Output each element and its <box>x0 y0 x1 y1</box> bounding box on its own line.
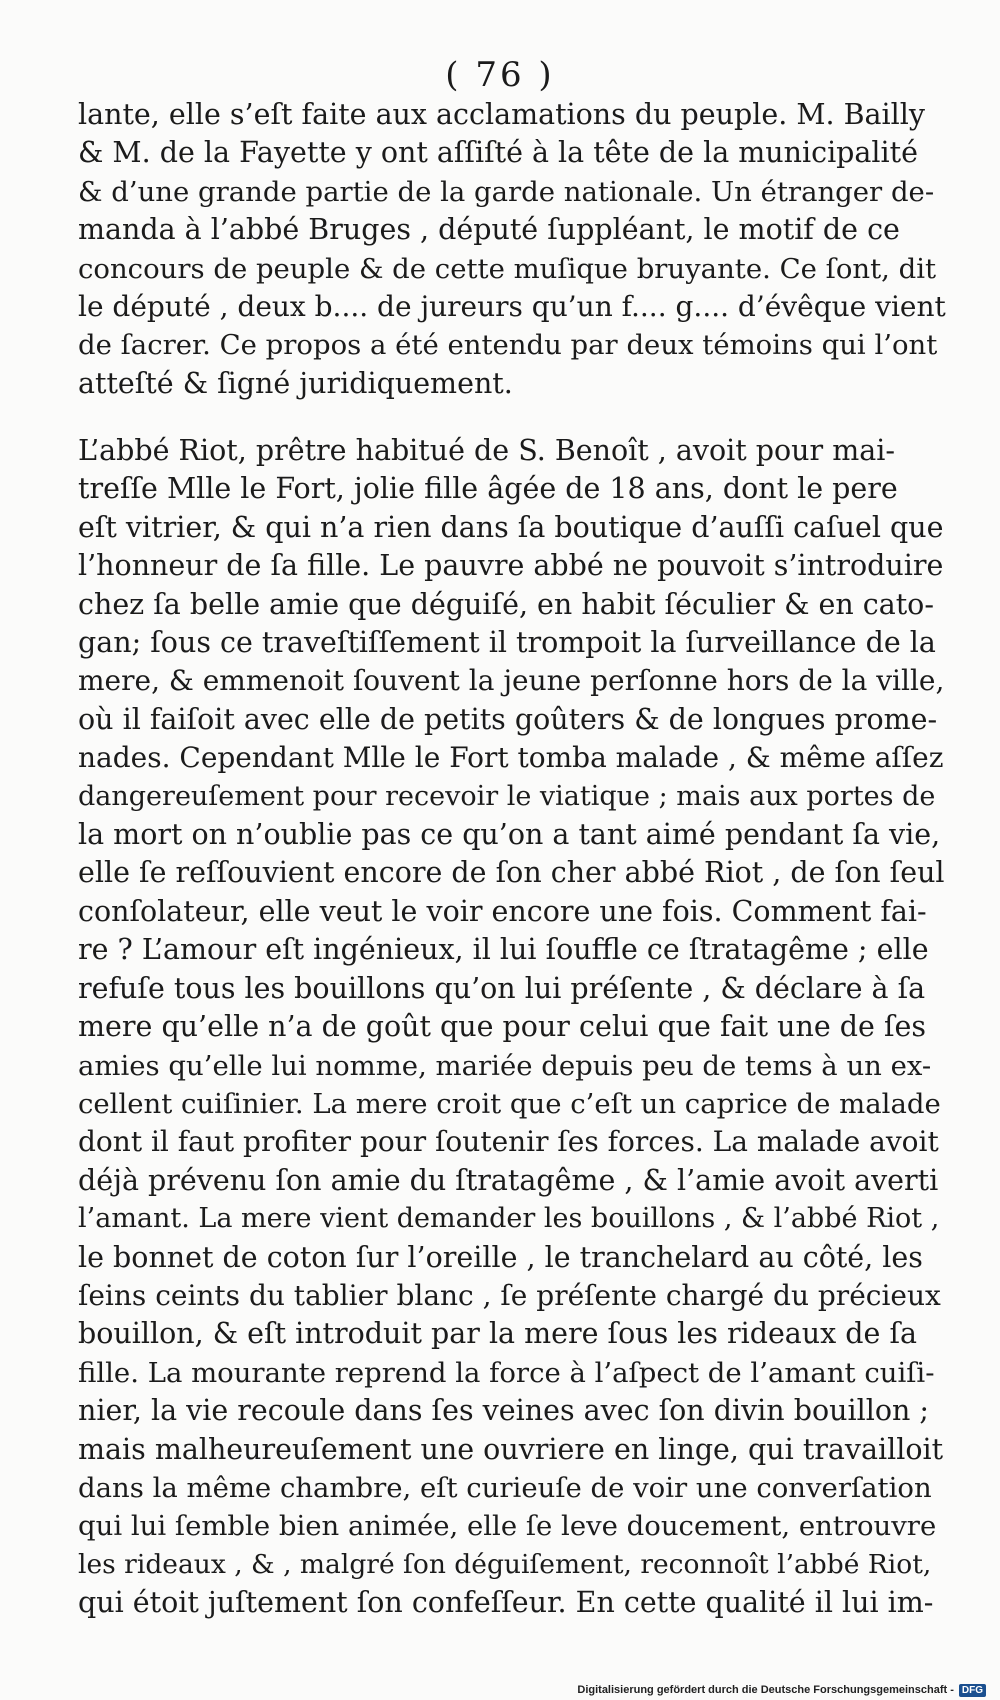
text-line: le bonnet de coton ſur l’oreille , le tranchelard au côté, les <box>78 1240 923 1274</box>
text-line: & M. de la Fayette y ont aſſiſté à la tête de la municipalité <box>78 136 918 170</box>
text-line: l’honneur de ſa fille. Le pauvre abbé ne pouvoit s’introduire <box>78 549 944 583</box>
text-line: qui lui ſemble bien animée, elle ſe leve doucement, entrouvre <box>78 1510 937 1543</box>
text-line: re ? L’amour eſt ingénieux, il lui ſouffle ce ſtratagême ; elle <box>78 933 929 967</box>
text-line: treſſe Mlle le Fort, jolie fille âgée de 18 ans, dont le pere <box>78 472 898 506</box>
text-line: mais malheureuſement une ouvriere en linge, qui travailloit <box>78 1432 944 1466</box>
text-line: cellent cuiſinier. La mere croit que c’eſt un caprice de malade <box>78 1087 941 1120</box>
text-line: fille. La mourante reprend la force à l’aſpect de l’amant cuiſi- <box>78 1356 935 1389</box>
text-line: atteſté & ſigné juridiquement. <box>78 366 513 400</box>
text-line: où il faiſoit avec elle de petits goûters & de longues prome- <box>78 702 938 736</box>
paragraph-1 <box>78 96 946 403</box>
paragraph-2 <box>78 432 946 1623</box>
text-line: de ſacrer. Ce propos a été entendu par deux témoins qui l’ont <box>78 329 938 362</box>
text-line: amies qu’elle lui nomme, mariée depuis peu de tems à un ex- <box>78 1049 932 1082</box>
text-line: manda à l’abbé Bruges , député ſuppléant, le motif de ce <box>78 213 900 247</box>
text-line: ſeins ceints du tablier blanc , ſe préſente chargé du précieux <box>78 1278 941 1312</box>
text-line: chez ſa belle amie que déguiſé, en habit ſéculier & en cato- <box>78 587 934 621</box>
text-line: les rideaux , & , malgré ſon déguiſement, reconnoît l’abbé Riot, <box>78 1548 932 1580</box>
text-line: mere qu’elle n’a de goût que pour celui que fait une de ſes <box>78 1010 927 1044</box>
footer-credit: Digitalisierung gefördert durch die Deutsche Forschungsgemeinschaft - <box>577 1684 954 1696</box>
text-line: la mort on n’oublie pas ce qu’on a tant aimé pendant ſa vie, <box>78 818 941 852</box>
text-line: conſolateur, elle veut le voir encore une fois. Comment fai- <box>78 894 927 928</box>
text-line: L’abbé Riot, prêtre habitué de S. Benoît , avoit pour mai- <box>78 434 895 467</box>
text-line: l’amant. La mere vient demander les bouillons , & l’abbé Riot , <box>78 1203 940 1235</box>
text-line: déjà prévenu ſon amie du ſtratagême , & l’amie avoit averti <box>78 1163 939 1197</box>
text-line: dangereuſement pour recevoir le viatique ; mais aux portes de <box>78 780 936 812</box>
text-line: concours de peuple & de cette muſique bruyante. Ce ſont, dit <box>78 252 937 285</box>
text-line: le député , deux b.... de jureurs qu’un f.... g.... d’évêque vient <box>78 290 946 324</box>
text-line: lante, elle s’eſt faite aux acclamations du peuple. M. Bailly <box>78 98 925 131</box>
text-line: nier, la vie recoule dans ſes veines avec ſon divin bouillon ; <box>78 1394 929 1428</box>
digitization-footer <box>577 1682 986 1698</box>
page-number: ( 76 ) <box>445 55 555 95</box>
text-line: nades. Cependant Mlle le Fort tomba malade , & même aſſez <box>78 741 944 775</box>
text-line: gan; ſous ce traveſtiſſement il trompoit la ſurveillance de la <box>78 626 936 660</box>
text-line: & d’une grande partie de la garde nationale. Un étranger de- <box>78 175 935 208</box>
text-line: elle ſe reſſouvient encore de ſon cher abbé Riot , de ſon ſeul <box>78 856 945 890</box>
text-line: dans la même chambre, eſt curieuſe de voir une converſation <box>78 1471 932 1504</box>
text-line: mere, & emmenoit ſouvent la jeune perſonne hors de la ville, <box>78 664 945 698</box>
text-line: refuſe tous les bouillons qu’on lui préſente , & déclare à ſa <box>78 971 926 1005</box>
text-line: dont il faut profiter pour ſoutenir ſes forces. La malade avoit <box>78 1125 939 1159</box>
text-line: qui étoit juſtement ſon confeſſeur. En cette qualité il lui im- <box>78 1586 934 1620</box>
dfg-logo-icon: DFG <box>959 1684 986 1697</box>
text-line: bouillon, & eſt introduit par la mere ſous les rideaux de ſa <box>78 1317 917 1351</box>
text-line: eſt vitrier, & qui n’a rien dans ſa boutique d’auſſi caſuel que <box>78 510 944 544</box>
